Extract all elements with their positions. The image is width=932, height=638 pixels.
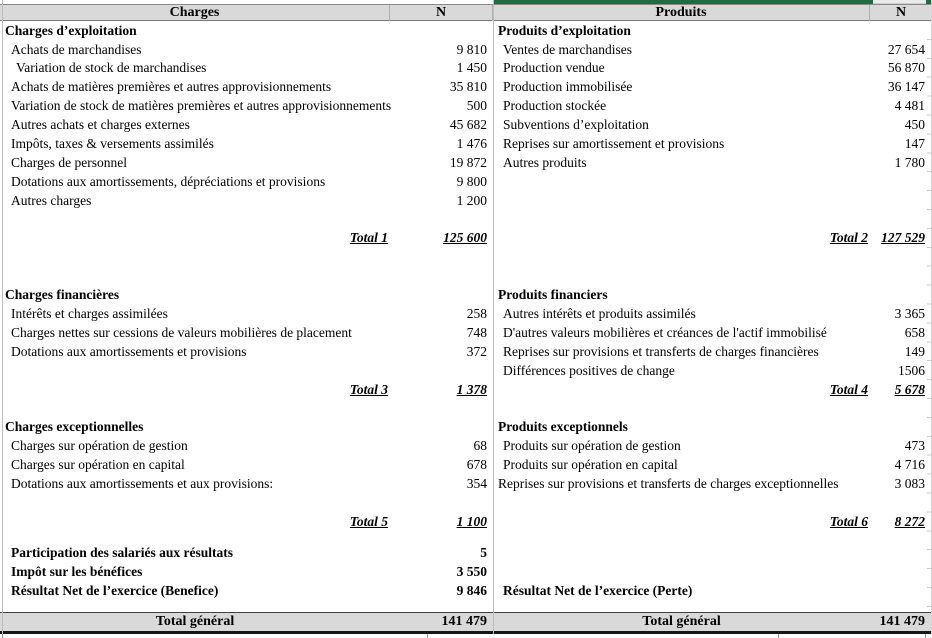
- cell-charges-value[interactable]: 354: [466, 476, 487, 492]
- cell-produits-label[interactable]: Produits exceptionnels: [498, 419, 628, 435]
- table-row: [0, 543, 932, 562]
- cell-produits-value[interactable]: 1 780: [894, 154, 925, 170]
- cell-produits-value[interactable]: 127 529: [881, 230, 925, 246]
- table-row: [0, 304, 932, 323]
- cell-charges-label[interactable]: Participation des salariés aux résultats: [11, 544, 233, 560]
- cell-charges-value[interactable]: 678: [466, 457, 487, 473]
- top-strip: [0, 0, 932, 4]
- cell-produits-label[interactable]: Total 6: [829, 513, 868, 529]
- cell-charges-label[interactable]: Autres achats et charges externes: [11, 117, 190, 133]
- cell-produits-value[interactable]: 450: [904, 117, 925, 133]
- cell-produits-label[interactable]: Produits financiers: [498, 287, 608, 303]
- cell-charges-label[interactable]: Autres charges: [11, 192, 92, 208]
- cell-produits-label[interactable]: Production immobilisée: [503, 79, 633, 95]
- cell-charges-value[interactable]: 3 550: [456, 563, 487, 579]
- cell-charges-label[interactable]: Charges de personnel: [11, 154, 127, 170]
- cell-charges-value[interactable]: 1 100: [456, 513, 487, 529]
- cell-charges-label[interactable]: Charges sur opération de gestion: [11, 438, 188, 454]
- cell-charges-value[interactable]: 1 450: [456, 60, 487, 76]
- row-gridline-ticks: [927, 21, 931, 612]
- table-row: [0, 418, 932, 437]
- top-strip-blank: [0, 0, 493, 4]
- bottom-gridline-tick: [925, 634, 926, 638]
- cell-charges-value[interactable]: 125 600: [443, 230, 487, 246]
- table-row: [0, 191, 932, 210]
- cell-charges-label[interactable]: Charges d’exploitation: [5, 22, 137, 38]
- cell-produits-label[interactable]: Différences positives de change: [503, 362, 675, 378]
- cell-charges-value[interactable]: 5: [480, 544, 487, 560]
- table-row: [0, 512, 932, 531]
- cell-charges-value[interactable]: 258: [466, 306, 487, 322]
- cell-charges-value[interactable]: 500: [466, 98, 487, 114]
- cell-produits-label[interactable]: Total 2: [829, 230, 868, 246]
- center-column-gridline: [493, 0, 494, 634]
- cell-charges-label[interactable]: Impôts, taxes & versements assimilés: [11, 136, 214, 152]
- cell-charges-value[interactable]: 9 810: [456, 41, 487, 57]
- bottom-gridline-tick: [778, 634, 779, 638]
- table-row: [0, 229, 932, 248]
- cell-produits-value[interactable]: 36 147: [887, 79, 925, 95]
- cell-charges-label[interactable]: Total 5: [349, 513, 388, 529]
- table-row-blank: [0, 531, 932, 543]
- table-row: [0, 342, 932, 361]
- header-charges[interactable]: Charges: [0, 5, 390, 21]
- table-row: [0, 115, 932, 134]
- cell-charges-label[interactable]: Achats de marchandises: [11, 41, 142, 57]
- table-row: [0, 97, 932, 116]
- cell-produits-value[interactable]: 27 654: [887, 41, 925, 57]
- cell-produits-label[interactable]: Subventions d’exploitation: [503, 117, 649, 133]
- sheet-left-gridline: [2, 0, 3, 634]
- header-n-left[interactable]: N: [390, 5, 493, 21]
- cell-charges-value[interactable]: 45 682: [449, 117, 487, 133]
- cell-charges-label[interactable]: Charges sur opération en capital: [11, 457, 185, 473]
- cell-produits-value[interactable]: 56 870: [887, 60, 925, 76]
- cell-charges-value[interactable]: 748: [466, 324, 487, 340]
- cell-charges-label[interactable]: Charges exceptionnelles: [5, 419, 144, 435]
- cell-produits-label[interactable]: Production stockée: [503, 98, 607, 114]
- table-row-blank: [0, 399, 932, 418]
- bottom-gridline-tick: [427, 634, 428, 638]
- cell-produits-label[interactable]: Produits d’exploitation: [498, 22, 631, 38]
- grand-total-row: [0, 612, 932, 634]
- cell-charges-value[interactable]: 68: [473, 438, 487, 454]
- cell-charges-label[interactable]: Total 1: [349, 230, 388, 246]
- cell-charges-value[interactable]: 1 476: [456, 136, 487, 152]
- cell-charges-value[interactable]: 1 378: [456, 381, 487, 397]
- table-row-blank: [0, 600, 932, 612]
- cell-produits-value[interactable]: 1506: [898, 362, 925, 378]
- cell-produits-value[interactable]: 3 365: [894, 306, 925, 322]
- table-row: [0, 21, 932, 40]
- cell-charges-label[interactable]: Dotations aux amortissements et provisions: [11, 343, 247, 359]
- cell-charges-label[interactable]: Dotations aux amortissements et aux provisions:: [11, 476, 274, 492]
- cell-charges-label[interactable]: Charges financières: [5, 287, 120, 303]
- table-row: [0, 581, 932, 600]
- header-n-right[interactable]: N: [895, 5, 907, 20]
- cell-charges-label[interactable]: Variation de stock de marchandises: [16, 60, 207, 76]
- cell-produits-label[interactable]: Autres produits: [503, 154, 587, 170]
- bottom-gridline-tick: [2, 634, 3, 638]
- table-row: [0, 437, 932, 456]
- table-row-blank: [0, 493, 932, 512]
- cell-charges-value[interactable]: 9 800: [456, 173, 487, 189]
- cell-charges-label[interactable]: Résultat Net de l’exercice (Benefice): [11, 582, 219, 598]
- cell-charges-value[interactable]: 35 810: [449, 79, 487, 95]
- cell-produits-value[interactable]: 658: [904, 324, 925, 340]
- cell-charges-value[interactable]: 372: [466, 343, 487, 359]
- cell-charges-value[interactable]: 19 872: [449, 154, 487, 170]
- cell-produits-label[interactable]: Production vendue: [503, 60, 605, 76]
- table-row: [0, 59, 932, 78]
- top-accent-bar: [493, 0, 873, 4]
- table-row: [0, 474, 932, 493]
- cell-produits-label[interactable]: Produits sur opération de gestion: [503, 438, 681, 454]
- top-strip-gap: [873, 0, 926, 4]
- grand-total-label-left[interactable]: Total général: [155, 613, 235, 629]
- cell-charges-label[interactable]: Charges nettes sur cessions de valeurs mobilières de placement: [11, 324, 352, 340]
- cell-produits-label[interactable]: Autres intérêts et produits assimilés: [503, 306, 696, 322]
- grand-total-value-right[interactable]: 141 479: [879, 613, 925, 629]
- cell-produits-value[interactable]: 3 083: [894, 476, 925, 492]
- cell-charges-label[interactable]: Dotations aux amortissements, dépréciations et provisions: [11, 173, 326, 189]
- table-row: [0, 562, 932, 581]
- cell-produits-value[interactable]: 5 678: [894, 381, 925, 397]
- cell-produits-label[interactable]: D'autres valeurs mobilières et créances de l'actif immobilisé: [503, 324, 827, 340]
- cell-produits-label[interactable]: Reprises sur provisions et transferts de charges exceptionnelles: [498, 476, 839, 492]
- table-row-blank: [0, 210, 932, 229]
- table-row: [0, 153, 932, 172]
- cell-produits-value[interactable]: 149: [904, 343, 925, 359]
- column-header-row: [0, 4, 932, 21]
- cell-charges-label[interactable]: Impôt sur les bénéfices: [11, 563, 143, 579]
- cell-produits-label[interactable]: Produits sur opération en capital: [503, 457, 678, 473]
- cell-charges-label[interactable]: Intérêts et charges assimilées: [11, 306, 168, 322]
- cell-produits-label[interactable]: Total 4: [829, 381, 868, 397]
- cell-produits-label[interactable]: Reprises sur amortissement et provisions: [503, 136, 725, 152]
- grand-total-label-right[interactable]: Total général: [642, 613, 721, 629]
- cell-produits-value[interactable]: 147: [904, 136, 925, 152]
- cell-produits-value[interactable]: 4 481: [894, 98, 925, 114]
- table-row: [0, 172, 932, 191]
- table-row: [0, 455, 932, 474]
- table-row: [0, 285, 932, 304]
- cell-charges-value[interactable]: 1 200: [456, 192, 487, 208]
- cell-produits-label[interactable]: Ventes de marchandises: [503, 41, 632, 57]
- table-row: [0, 323, 932, 342]
- table-row: [0, 40, 932, 59]
- cell-produits-label[interactable]: Reprises sur provisions et transferts de charges financières: [503, 343, 819, 359]
- cell-charges-label[interactable]: Variation de stock de matières premières et autres approvisionnements: [11, 98, 392, 114]
- table-row: [0, 380, 932, 399]
- cell-produits-value[interactable]: 473: [904, 438, 925, 454]
- cell-charges-label[interactable]: Achats de matières premières et autres approvisionnements: [11, 79, 332, 95]
- table-row: [0, 361, 932, 380]
- table-row: [0, 134, 932, 153]
- statement-body: [0, 21, 932, 612]
- table-row-blank: [0, 267, 932, 286]
- grand-total-value-left[interactable]: 141 479: [441, 613, 487, 629]
- cell-charges-label[interactable]: Total 3: [349, 381, 388, 397]
- cell-produits-label[interactable]: Résultat Net de l’exercice (Perte): [503, 582, 693, 598]
- cell-produits-value[interactable]: 8 272: [894, 513, 925, 529]
- table-row: [0, 78, 932, 97]
- table-row-blank: [0, 248, 932, 267]
- cell-produits-value[interactable]: 4 716: [894, 457, 925, 473]
- header-produits[interactable]: Produits: [493, 5, 870, 21]
- cell-charges-value[interactable]: 9 846: [456, 582, 487, 598]
